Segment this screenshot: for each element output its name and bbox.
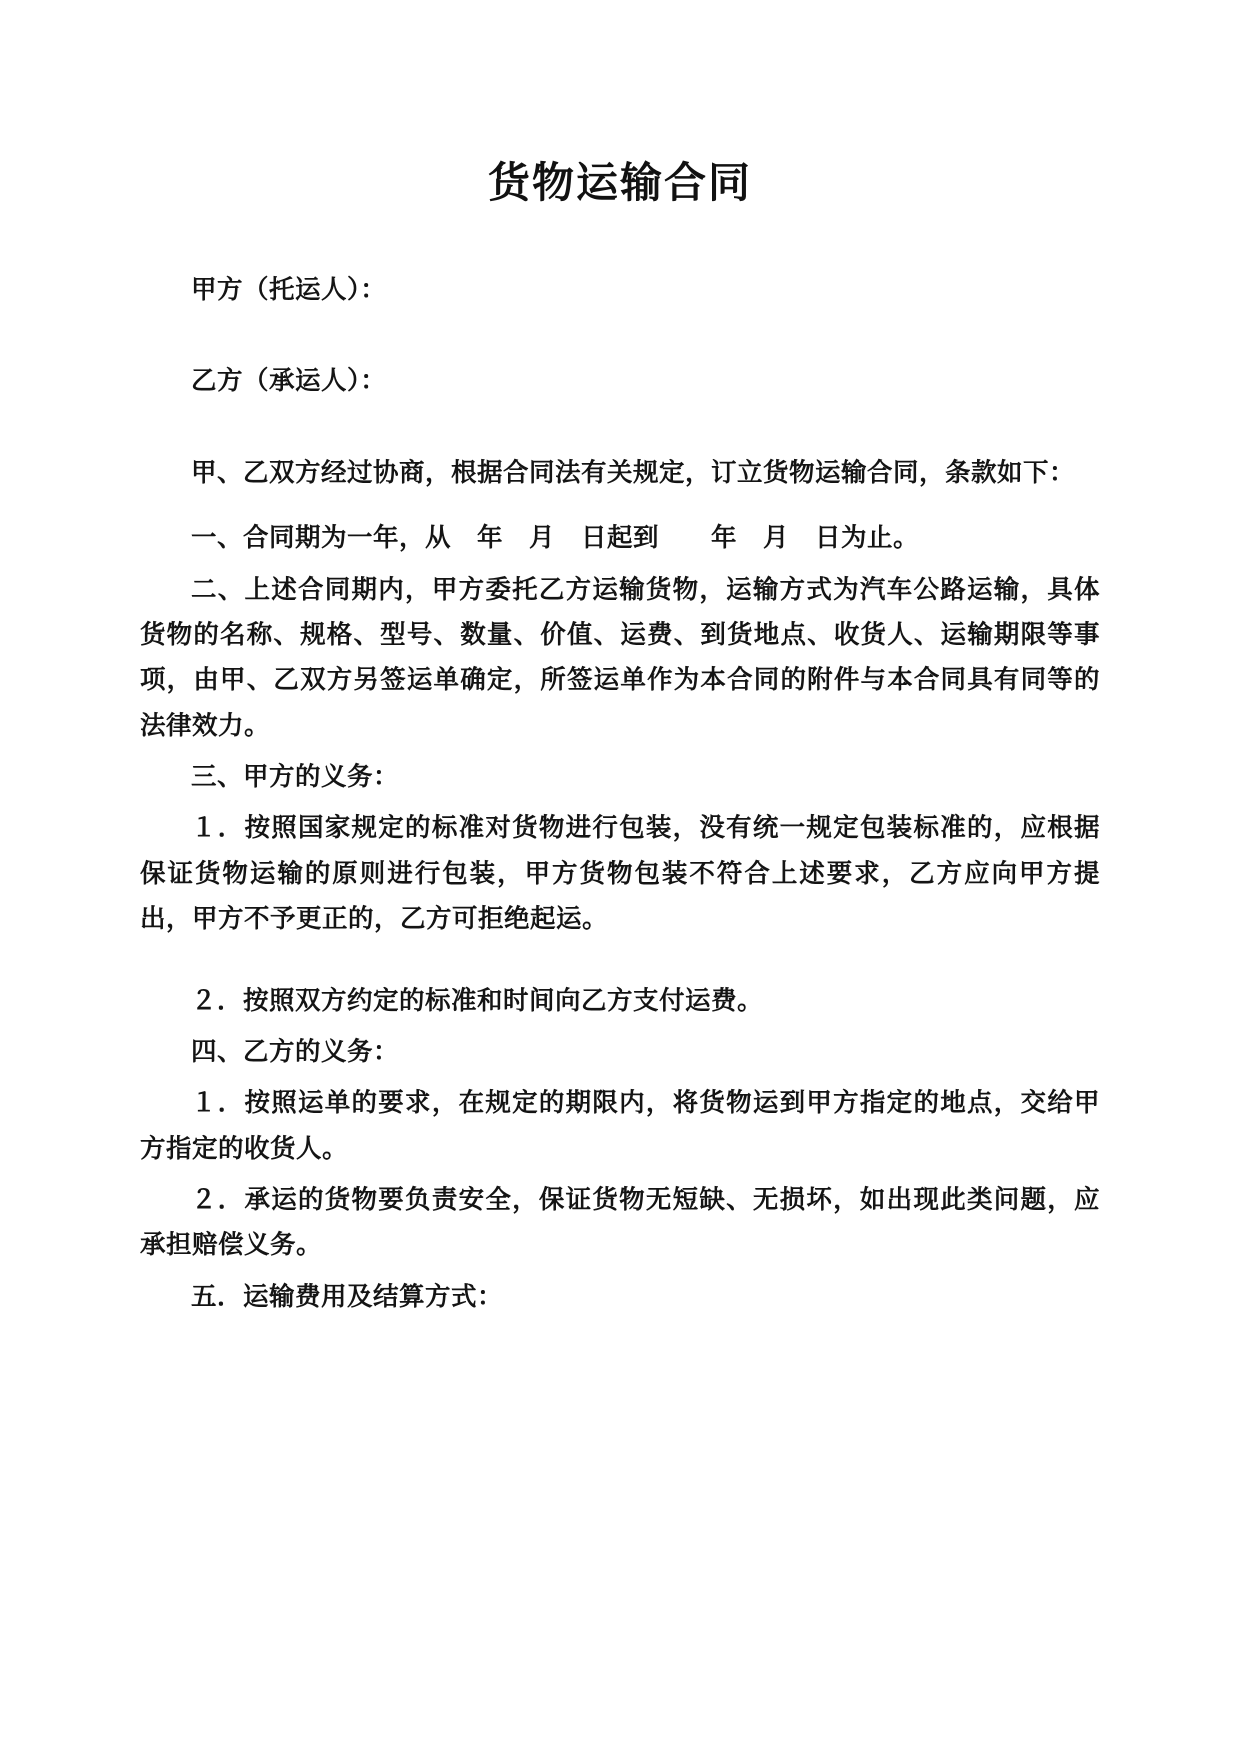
preamble-paragraph: 甲、乙双方经过协商，根据合同法有关规定，订立货物运输合同，条款如下： <box>191 458 1076 487</box>
paragraph-spacer <box>140 949 1100 979</box>
clause-4-item-2: ２．承运的货物要负责安全，保证货物无短缺、无损坏，如出现此类问题，应承担赔偿义务。 <box>140 1186 1100 1260</box>
clause-3-heading: 三、甲方的义务： <box>191 763 400 791</box>
clause-4-item-1: １．按照运单的要求，在规定的期限内，将货物运到甲方指定的地点，交给甲方指定的收货人。 <box>140 1089 1100 1163</box>
clause-2-paragraph: 二、上述合同期内，甲方委托乙方运输货物，运输方式为汽车公路运输，具体货物的名称、规格、型号、数量、价值、运费、到货地点、收货人、运输期限等事项，由甲、乙双方另签运单确定，所签运单作为本合同的附件与本合同具有同等的法律效力。 <box>140 575 1100 740</box>
clause-1-paragraph: 一、合同期为一年，从 年 月 日起到 年 月 日为止。 <box>191 524 920 553</box>
clause-4-heading: 四、乙方的义务： <box>191 1037 400 1066</box>
clause-3-item-2: ２．按照双方约定的标准和时间向乙方支付运费。 <box>191 986 764 1015</box>
clause-3-item-1: １．按照国家规定的标准对货物进行包装，没有统一规定包装标准的，应根据保证货物运输的原则进行包装，甲方货物包装不符合上述要求，乙方应向甲方提出，甲方不予更正的，乙方可拒绝起运。 <box>140 814 1100 934</box>
page-title: 货物运输合同 <box>487 159 752 206</box>
party-b-line: 乙方（承运人）： <box>191 367 387 396</box>
clause-5-heading: 五．运输费用及结算方式： <box>191 1282 504 1311</box>
party-a-line: 甲方（托运人）： <box>191 276 387 304</box>
